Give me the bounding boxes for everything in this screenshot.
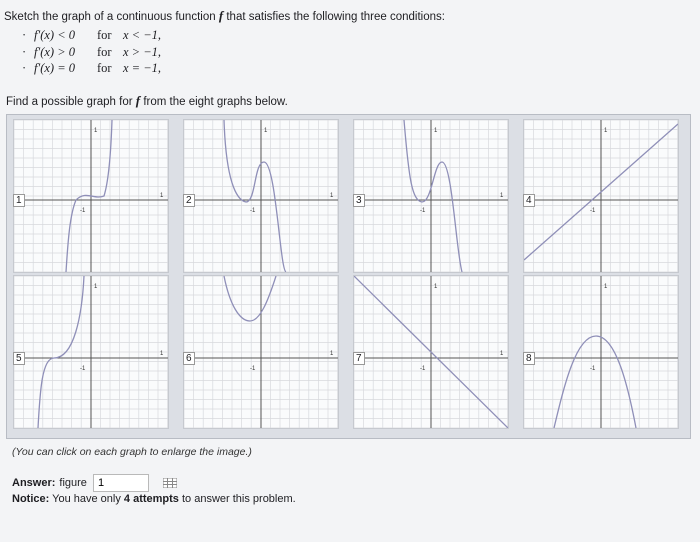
- graph-2[interactable]: [183, 119, 339, 273]
- attempts-count: 4 attempts: [123, 493, 179, 505]
- graph-number: 1: [13, 194, 25, 207]
- enlarge-note: (You can click on each graph to enlarge the image.): [12, 446, 252, 458]
- tick-label-x-pos: 1: [500, 351, 504, 357]
- condition-expr: f′(x) = 0: [34, 61, 76, 75]
- graph-plot: [524, 276, 678, 428]
- condition-item: · f′(x) < 0 for x < −1,: [22, 28, 162, 42]
- prompt-text-end: that satisfies the following three conditions:: [223, 11, 445, 23]
- graph-plot: [184, 276, 338, 428]
- grid-icon[interactable]: [163, 478, 177, 488]
- question-prompt: [4, 8, 445, 24]
- tick-label-y: 1: [434, 284, 438, 290]
- condition-expr: f′(x) < 0: [34, 28, 76, 42]
- notice-label: Notice:: [12, 493, 50, 505]
- tick-label-y: 1: [94, 128, 98, 134]
- graph-plot: [354, 120, 508, 272]
- graph-1[interactable]: [13, 119, 169, 273]
- answer-input[interactable]: [93, 474, 149, 492]
- graph-plot: [354, 276, 508, 428]
- tick-label-y: 1: [94, 284, 98, 290]
- tick-label-x-pos: 1: [330, 193, 334, 199]
- graph-number: 7: [353, 352, 365, 365]
- graph-grid: [6, 114, 691, 439]
- graph-plot: [14, 120, 168, 272]
- condition-domain: x < −1,: [123, 28, 162, 42]
- graph-number: 3: [353, 194, 365, 207]
- graph-number: 5: [13, 352, 25, 365]
- graph-3[interactable]: [353, 119, 509, 273]
- tick-label-x-pos: 1: [500, 193, 504, 199]
- tick-label-x-neg: -1: [80, 208, 86, 214]
- graph-5[interactable]: [13, 275, 169, 429]
- graph-number: 8: [523, 352, 535, 365]
- condition-domain: x = −1,: [123, 61, 162, 75]
- tick-label-x-neg: -1: [80, 366, 86, 372]
- tick-label-x-neg: -1: [250, 208, 256, 214]
- tick-label-y: 1: [434, 128, 438, 134]
- graph-number: 4: [523, 194, 535, 207]
- find-instruction: Find a possible graph for f from the eight graphs below.: [6, 93, 288, 108]
- graph-8[interactable]: [523, 275, 679, 429]
- condition-domain: x > −1,: [123, 44, 162, 59]
- graph-number: 2: [183, 194, 195, 207]
- answer-row: [12, 474, 177, 492]
- function-name: f: [218, 8, 224, 23]
- graph-7[interactable]: [353, 275, 509, 429]
- condition-item: · f′(x) = 0 for x = −1,: [22, 61, 162, 75]
- graph-plot: [184, 120, 338, 272]
- answer-label: Answer:: [12, 477, 56, 489]
- conditions-list: [22, 27, 161, 77]
- graph-6[interactable]: [183, 275, 339, 429]
- tick-label-x-neg: -1: [250, 366, 256, 372]
- graph-plot: [14, 276, 168, 428]
- prompt-text: Sketch the graph of a continuous function: [4, 11, 219, 23]
- tick-label-x-neg: -1: [420, 208, 426, 214]
- tick-label-x-pos: 1: [160, 351, 164, 357]
- graph-number: 6: [183, 352, 195, 365]
- tick-label-x-neg: -1: [590, 208, 596, 214]
- tick-label-y: 1: [604, 128, 608, 134]
- tick-label-y: 1: [604, 284, 608, 290]
- function-name: f: [135, 93, 141, 108]
- graph-plot: [524, 120, 678, 272]
- graph-4[interactable]: [523, 119, 679, 273]
- condition-expr: f′(x) > 0: [34, 44, 76, 59]
- function-curve: [554, 336, 636, 428]
- tick-label-x-pos: 1: [160, 193, 164, 199]
- answer-label-figure: figure: [59, 477, 87, 489]
- condition-item: · f′(x) > 0 for x > −1,: [22, 44, 162, 59]
- tick-label-y: 1: [264, 128, 268, 134]
- tick-label-x-neg: -1: [420, 366, 426, 372]
- notice: Notice: You have only 4 attempts to answer this problem.: [12, 493, 296, 505]
- tick-label-x-neg: -1: [590, 366, 596, 372]
- tick-label-x-pos: 1: [330, 351, 334, 357]
